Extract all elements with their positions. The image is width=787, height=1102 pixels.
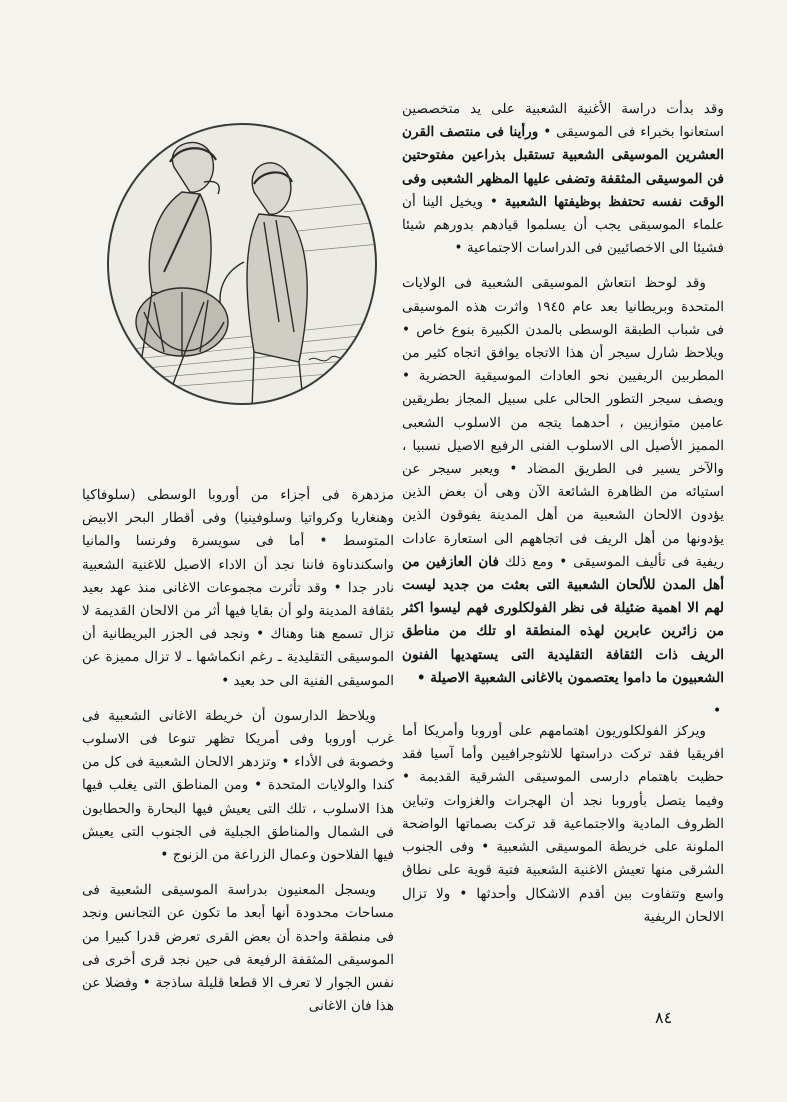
left-paragraph-1: مزدهرة فى أجزاء من أوروبا الوسطى (سلوفاكيا وهنغاريا وكرواتيا وسلوفينيا) وفى أقطار البحر الابيض المتوسط • أما فى سويسرة وفرنسا والمانيا واسكندناوة فاننا نجد أن الاداء الاصيل للاغنية الشعبية نادر جدا • وقد تأثرت مجموعات الاغانى منذ عهد بعيد بثقافة المدينة ولو أن بقايا فيها أثر من الالحان القديمة لا تزال تسمع هنا وهناك • ونجد فى الجزر البريطانية أن الموسيقى التقليدية ـ رغم انكماشها ـ لا تزال مميزة عن الموسيقى الفنية الى حد بعيد • — [82, 487, 394, 689]
bold-passage: ورأينا فى منتصف القرن العشرين الموسيقى الشعبية تستقبل بذراعين مفتوحتين فن الموسيقى المثقفة وتضفى عليها المظهر الشعبى وفى الوقت نفسه تحتفظ بوظيفتها الشعبية — [402, 124, 724, 210]
right-text-column — [402, 98, 724, 941]
bold-passage: فان العازفين من أهل المدن للألحان الشعبية التى بعثت من جديد ليست لهم الا اهمية ضئيلة فى نظر الفولكلورى فهم ليسوا اكثر من زائرين عابرين لهذه المنطقة او تلك من مناطق الريف ذات الثقافة التقليدية التى يستهديها الفنون الشعبيون ما داموا يعتصمون بالاغانى الشعبية الاصيلة • — [402, 553, 724, 686]
right-paragraph-3: ويركز الفولكلوريون اهتمامهم على أوروبا وأمريكا أما افريقيا فقد تركت دراستها للانثوجرافيين وأما آسيا فقد حظيت باهتمام دارسى الموسيقى الشرقية القديمة • وفيما يتصل بأوروبا نجد أن الهجرات والغزوات وتباين الظروف المادية والاجتماعية قد تركت بصماتها الواضحة الملونة على خريطة الموسيقى الشعبية • وفى الجنوب الشرقى منها تعيش الاغنية الشعبية فتية قوية على نطاق واسع وتتفاوت بين أقدم الاشكال وأحدثها • ولا تزال الالحان الريفية — [402, 723, 724, 925]
left-paragraph-2: ويلاحظ الدارسون أن خريطة الاغانى الشعبية فى غرب أوروبا وفى أمريكا تظهر تنوعا فى الاسلوب وخصوبة فى الأداء • وتزدهر الالحان الشعبية فى كل من كندا والولايات المتحدة • ومن المناطق التى يغلب فيها هذا الاسلوب ، تلك التى يعيش فيها البحارة والحطابون فى الشمال والمناطق الجبلية فى الجنوب التى يعيش فيها الفلاحون وعمال الزراعة من الزنوج • — [82, 707, 394, 864]
page-number: ٨٤ — [655, 1008, 673, 1027]
paragraph-text: وقد لوحظ انتعاش الموسيقى الشعبية فى الولايات المتحدة وبريطانيا بعد عام ١٩٤٥ واثرت هذه الموسيقى فى شباب الطبقة الوسطى بالمدن الكبيرة بنوع خاص • ويلاحظ شارل سيجر أن هذا الاتجاه يوافق اتجاه كثير من المطربين الريفيين نحو العادات الموسيقية الحضرية • ويصف سيجر التطور الحالى على سبيل المجاز بطريقين عامين متوازيين ، أحدهما يتجه من الاسلوب الشعبى المميز الأصيل الى الاسلوب الفنى الرفيع الاصيل نسبيا ، والآخر يسير فى الطريق المضاد • ويعبر سيجر عن استيائه من الظاهرة الشائعة الآن وهى أن بعض الذين يؤدون الالحان الشعبية من أهل المدينة يفوقون الذين يؤدونها من أهل الريف فى اتجاههم الى استعارة عادات ريفية فى تأليف الموسيقى • ومع ذلك — [402, 275, 725, 570]
right-paragraph-2 — [402, 272, 724, 690]
two-musicians-illustration — [104, 122, 380, 410]
right-paragraph-1 — [402, 98, 724, 260]
left-text-column — [82, 484, 394, 1030]
paragraph-text: • ويخيل الينا أن علماء الموسيقى يجب أن يسلموا قيادهم بدورهم شيئا فشيئا الى الاخصائيين فى الدراسات الاجتماعية • — [402, 193, 724, 257]
margin-mark: • — [713, 703, 722, 719]
paragraph-text: وقد بدأت دراسة الأغنية الشعبية على يد متخصصين استعانوا بخبراء فى الموسيقى • — [402, 101, 724, 141]
left-paragraph-3: ويسجل المعنيون بدراسة الموسيقى الشعبية فى مساحات محدودة أنها أبعد ما تكون عن التجانس ونجد فى منطقة واحدة أن بعض القرى تعرض قدرا كبيرا من الموسيقى المثقفة الرفيعة فى حين نجد قرى أخرى فى نفس الجوار لا تعرف الا قطعا قليلة ساذجة • وفضلا عن هذا فان الاغانى — [82, 882, 394, 1015]
